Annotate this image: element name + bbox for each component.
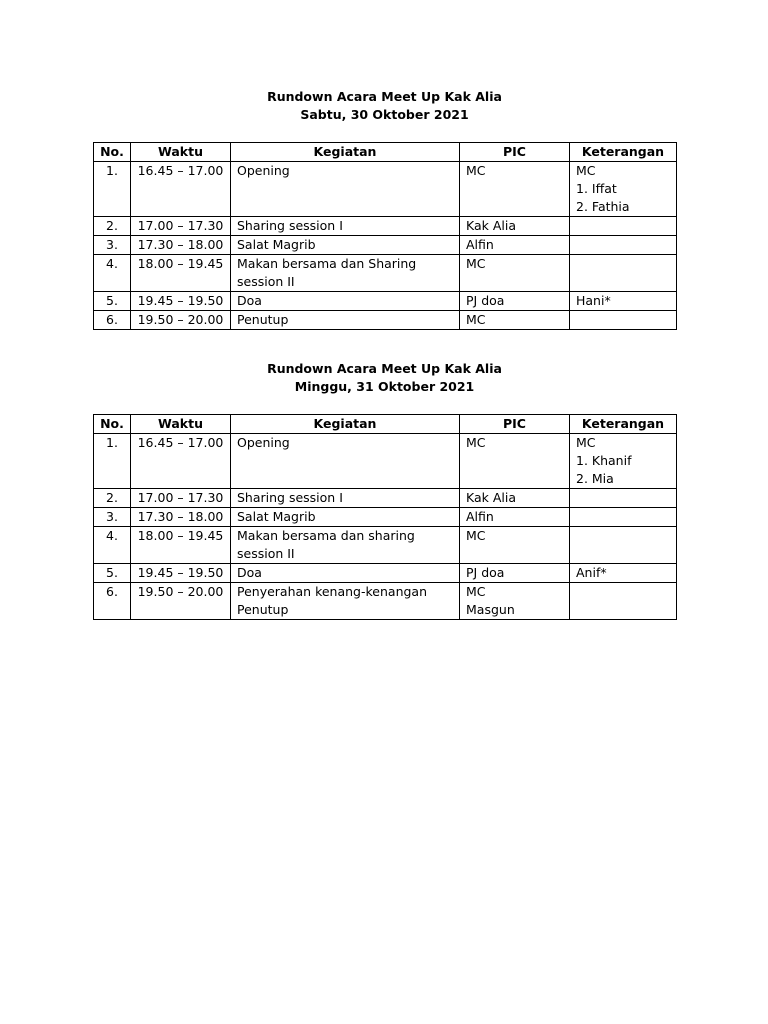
header-pic: PIC (460, 415, 570, 434)
table-row (94, 564, 677, 583)
cell-keterangan (570, 564, 677, 583)
cell-pic-line: Kak Alia (466, 218, 517, 233)
cell-kegiatan (231, 292, 460, 311)
table-row (94, 255, 677, 292)
header-kegiatan: Kegiatan (231, 415, 460, 434)
cell-keterangan (570, 508, 677, 527)
cell-pic (460, 292, 570, 311)
cell-pic (460, 255, 570, 292)
cell-waktu: 18.00 – 19.45 (131, 527, 231, 564)
cell-pic (460, 434, 570, 489)
rundown-sunday (93, 360, 676, 620)
cell-kegiatan-line: session II (237, 274, 295, 289)
cell-keterangan-line: 1. Iffat (576, 181, 617, 196)
rundown-title: Rundown Acara Meet Up Kak Alia (267, 89, 502, 104)
cell-kegiatan-line: Penyerahan kenang-kenangan (237, 584, 428, 599)
header-waktu: Waktu (131, 143, 231, 162)
table-row (94, 236, 677, 255)
cell-waktu: 17.00 – 17.30 (131, 489, 231, 508)
cell-waktu: 18.00 – 19.45 (131, 255, 231, 292)
cell-waktu: 16.45 – 17.00 (131, 434, 231, 489)
rundown-table (93, 142, 677, 330)
table-row (94, 292, 677, 311)
rundown-date: Sabtu, 30 Oktober 2021 (300, 107, 469, 122)
cell-pic-line: MC (466, 312, 486, 327)
cell-kegiatan-line: Makan bersama dan Sharing (237, 256, 417, 271)
table-row (94, 434, 677, 489)
cell-no: 5. (94, 292, 131, 311)
table-row (94, 489, 677, 508)
cell-kegiatan-line: Makan bersama dan sharing (237, 528, 415, 543)
cell-kegiatan (231, 162, 460, 217)
cell-no: 6. (94, 311, 131, 330)
cell-pic (460, 564, 570, 583)
cell-pic-line: Kak Alia (466, 490, 517, 505)
cell-keterangan (570, 162, 677, 217)
cell-pic-line: Masgun (466, 602, 515, 617)
table-row (94, 583, 677, 620)
table-row (94, 311, 677, 330)
cell-waktu: 19.50 – 20.00 (131, 583, 231, 620)
cell-kegiatan-line: Sharing session I (237, 490, 343, 505)
cell-kegiatan (231, 255, 460, 292)
cell-no: 4. (94, 527, 131, 564)
cell-waktu: 17.30 – 18.00 (131, 508, 231, 527)
table-body (94, 434, 677, 620)
rundown-table (93, 414, 677, 620)
cell-pic-line: MC (466, 163, 486, 178)
cell-pic-line: PJ doa (466, 293, 505, 308)
cell-keterangan (570, 583, 677, 620)
cell-pic-line: Alfin (466, 237, 494, 252)
cell-pic (460, 236, 570, 255)
cell-keterangan-line: Hani* (576, 293, 611, 308)
cell-pic-line: MC (466, 584, 486, 599)
cell-kegiatan-line: Doa (237, 565, 262, 580)
cell-pic-line: MC (466, 528, 486, 543)
table-row (94, 162, 677, 217)
cell-pic-line: MC (466, 256, 486, 271)
cell-keterangan-line: 1. Khanif (576, 453, 632, 468)
header-no: No. (94, 143, 131, 162)
cell-kegiatan-line: Salat Magrib (237, 509, 316, 524)
cell-no: 2. (94, 217, 131, 236)
cell-pic (460, 489, 570, 508)
cell-no: 4. (94, 255, 131, 292)
cell-waktu: 19.45 – 19.50 (131, 564, 231, 583)
rundown-heading (93, 88, 676, 142)
cell-kegiatan-line: Salat Magrib (237, 237, 316, 252)
cell-kegiatan (231, 583, 460, 620)
cell-pic (460, 508, 570, 527)
header-waktu: Waktu (131, 415, 231, 434)
cell-kegiatan-line: Sharing session I (237, 218, 343, 233)
table-body (94, 162, 677, 330)
cell-kegiatan (231, 217, 460, 236)
rundown-date: Minggu, 31 Oktober 2021 (294, 379, 475, 394)
table-header-row (94, 415, 677, 434)
cell-keterangan-line: MC (576, 163, 596, 178)
header-no: No. (94, 415, 131, 434)
cell-keterangan (570, 311, 677, 330)
cell-keterangan (570, 255, 677, 292)
cell-waktu: 16.45 – 17.00 (131, 162, 231, 217)
cell-waktu: 17.00 – 17.30 (131, 217, 231, 236)
table-row (94, 527, 677, 564)
cell-pic (460, 162, 570, 217)
cell-kegiatan-line: Penutup (237, 602, 289, 617)
cell-kegiatan-line: session II (237, 546, 295, 561)
cell-keterangan (570, 489, 677, 508)
rundown-title: Rundown Acara Meet Up Kak Alia (267, 361, 502, 376)
cell-keterangan-line: Anif* (576, 565, 607, 580)
cell-kegiatan (231, 527, 460, 564)
rundown-saturday (93, 88, 676, 330)
cell-keterangan-line: 2. Fathia (576, 199, 630, 214)
cell-kegiatan (231, 434, 460, 489)
cell-kegiatan (231, 489, 460, 508)
cell-kegiatan-line: Penutup (237, 312, 289, 327)
header-kegiatan: Kegiatan (231, 143, 460, 162)
cell-pic (460, 527, 570, 564)
header-pic: PIC (460, 143, 570, 162)
cell-pic (460, 311, 570, 330)
cell-kegiatan-line: Opening (237, 163, 290, 178)
cell-kegiatan-line: Doa (237, 293, 262, 308)
header-keterangan: Keterangan (570, 143, 677, 162)
cell-keterangan-line: 2. Mia (576, 471, 614, 486)
cell-kegiatan (231, 311, 460, 330)
cell-no: 2. (94, 489, 131, 508)
table-row (94, 217, 677, 236)
cell-kegiatan (231, 564, 460, 583)
cell-keterangan (570, 434, 677, 489)
cell-waktu: 19.45 – 19.50 (131, 292, 231, 311)
cell-keterangan (570, 217, 677, 236)
cell-no: 6. (94, 583, 131, 620)
header-keterangan: Keterangan (570, 415, 677, 434)
rundown-heading (93, 360, 676, 414)
cell-no: 3. (94, 236, 131, 255)
cell-pic (460, 217, 570, 236)
cell-pic-line: MC (466, 435, 486, 450)
cell-pic-line: Alfin (466, 509, 494, 524)
table-row (94, 508, 677, 527)
cell-pic (460, 583, 570, 620)
cell-no: 5. (94, 564, 131, 583)
cell-pic-line: PJ doa (466, 565, 505, 580)
cell-kegiatan (231, 236, 460, 255)
cell-keterangan (570, 292, 677, 311)
cell-waktu: 19.50 – 20.00 (131, 311, 231, 330)
cell-kegiatan (231, 508, 460, 527)
cell-kegiatan-line: Opening (237, 435, 290, 450)
cell-waktu: 17.30 – 18.00 (131, 236, 231, 255)
cell-no: 1. (94, 162, 131, 217)
cell-keterangan-line: MC (576, 435, 596, 450)
cell-keterangan (570, 236, 677, 255)
cell-no: 1. (94, 434, 131, 489)
table-header-row (94, 143, 677, 162)
cell-no: 3. (94, 508, 131, 527)
cell-keterangan (570, 527, 677, 564)
